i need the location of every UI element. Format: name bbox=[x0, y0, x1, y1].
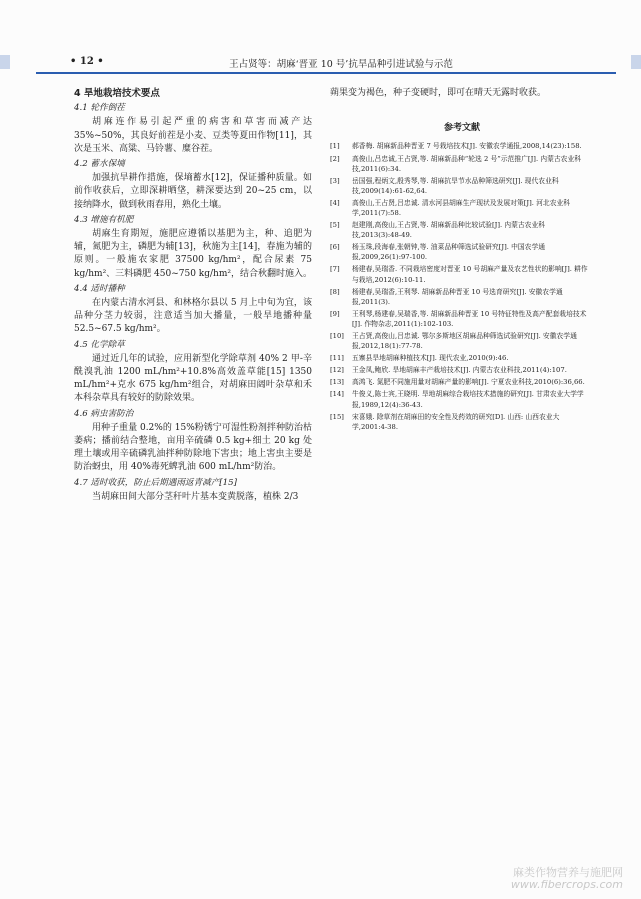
reference-text: 赵建刚,高俊山,王占贤,等. 胡麻新品种比较试验[J]. 内蒙古农业科技,2013(3):48-49. bbox=[352, 221, 546, 240]
page-number: • 12 • bbox=[70, 56, 104, 67]
reference-text: 宋喜娥. 除草剂在胡麻田的安全性及药效的研究[D]. 山西: 山西农业大学,2001:4-38. bbox=[352, 412, 560, 431]
reference-item bbox=[330, 389, 594, 409]
header-decoration-right bbox=[631, 55, 641, 69]
watermark-url: www.fibercrops.com bbox=[510, 878, 623, 891]
right-column bbox=[330, 87, 594, 434]
reference-number: [14] bbox=[330, 390, 344, 399]
reference-item bbox=[330, 176, 594, 196]
paragraph: 胡麻连作易引起严重的病害和草害而减产达 35%~50%，其良好前茬是小麦、豆类等夏田作物[11]，其次是玉米、高粱、马铃薯、糜谷茬。 bbox=[74, 117, 312, 154]
watermark-site-name: 麻类作物营养与施肥网 bbox=[513, 866, 623, 879]
left-column bbox=[74, 87, 312, 504]
reference-item bbox=[330, 154, 594, 174]
reference-text: 岳国强,程炳文,殷秀琴,等. 胡麻抗旱节水品种筛选研究[J]. 现代农业科技,2009(14):61-62,64. bbox=[352, 176, 559, 195]
subsection-title: 4.1 轮作倒茬 bbox=[74, 103, 125, 114]
reference-number: [4] bbox=[330, 198, 340, 207]
paragraph: 通过近几年的试验，应用新型化学除草剂 40% 2 甲-辛酰溴乳油 1200 mL/hm²+10.8%高效盖草能[15] 1350 mL/hm²+克水 675 kg/hm²组合，对胡麻田阔叶杂草和禾本科杂草具有较好的防除效果。 bbox=[74, 353, 312, 404]
reference-text: 王占贤,高俊山,吕忠诚. 鄂尔多斯地区胡麻品种筛选试验研究[J]. 安徽农学通报,2012,18(1):77-78. bbox=[352, 332, 577, 351]
references-title: 参考文献 bbox=[443, 123, 480, 134]
reference-item bbox=[330, 287, 594, 307]
reference-text: 杨玉珠,段海春,张朝钟,等. 油菜品种筛选试验研究[J]. 中国农学通报,2009,26(1):97-100. bbox=[352, 243, 546, 262]
section-title: 4 旱地栽培技术要点 bbox=[74, 88, 160, 99]
subsection-title: 4.6 病虫害防治 bbox=[74, 408, 134, 419]
subsection-title: 4.2 蓄水保墒 bbox=[74, 159, 125, 170]
reference-number: [2] bbox=[330, 154, 340, 163]
reference-item bbox=[330, 377, 594, 387]
reference-text: 高鸿飞. 氮肥不同施用量对胡麻产量的影响[J]. 宁夏农业科技,2010(6):36,66. bbox=[352, 378, 585, 387]
reference-item bbox=[330, 242, 594, 262]
reference-number: [1] bbox=[330, 142, 340, 151]
reference-text: 高俊山,王占贤,吕忠诚. 清水河县胡麻生产现状及发展对策[J]. 河北农业科学,2011(7):58. bbox=[352, 198, 571, 217]
reference-text: 五寨县旱地胡麻种植技术[J]. 现代农业,2010(9):46. bbox=[352, 354, 509, 363]
paragraph: 在内蒙古清水河县、和林格尔县以 5 月上中旬为宜，该品种分茎力较弱，注意适当加大播量，一般旱地播种量 52.5~67.5 kg/hm²。 bbox=[74, 298, 312, 335]
reference-item bbox=[330, 353, 594, 363]
reference-item bbox=[330, 412, 594, 432]
reference-text: 王利琴,杨建春,吴瑞香,等. 胡麻新品种晋亚 10 号特征特性及高产配套栽培技术[J]. 作物杂志,2011(1):102-103. bbox=[352, 309, 587, 328]
reference-item bbox=[330, 264, 594, 284]
paragraph: 加强抗旱耕作措施，保墒蓄水[12]，保证播种质量。如前作收获后，立即深耕晒垡，耕深要达到 20~25 cm，以接纳降水，做到秋雨春用，熟化土壤。 bbox=[74, 173, 312, 210]
reference-item bbox=[330, 141, 594, 151]
subsection-title: 4.5 化学除草 bbox=[74, 339, 125, 350]
reference-number: [12] bbox=[330, 366, 344, 375]
reference-number: [13] bbox=[330, 378, 344, 387]
reference-number: [11] bbox=[330, 354, 344, 363]
reference-number: [8] bbox=[330, 287, 340, 296]
reference-text: 高俊山,吕忠诚,王占贤,等. 胡麻新品种“轮选 2 号”示范推广[J]. 内蒙古农业科技,2011(6):34. bbox=[352, 154, 582, 173]
paragraph: 用种子重量 0.2%的 15%粉锈宁可湿性粉剂拌种防治枯萎病；播前结合整地，亩用辛硫磷 0.5 kg+细土 20 kg 处理土壤或用辛硫磷乳油拌种防除地下害虫；地上害虫主要是防治蚜虫，用 40%毒死蜱乳油 600 mL/hm²防治。 bbox=[74, 422, 312, 473]
reference-number: [5] bbox=[330, 221, 340, 230]
header-decoration-left bbox=[0, 55, 10, 69]
reference-text: 郝香梅. 胡麻新品种晋亚 7 号栽培技术[J]. 安徽农学通报,2008,14(23):158. bbox=[352, 142, 582, 151]
paragraph: 胡麻生育期短，施肥应遵循以基肥为主，种、追肥为辅，氮肥为主，磷肥为辅[13]，秋施为主[14]，春施为辅的原则。一般施农家肥 37500 kg/hm²，配合尿素 75 kg/hm²、三料磷肥 450~750 kg/hm²，结合秋翻时施入。 bbox=[74, 229, 312, 279]
subsection-title: 4.3 增施有机肥 bbox=[74, 214, 134, 225]
page-header bbox=[36, 54, 616, 74]
reference-item bbox=[330, 331, 594, 351]
reference-number: [10] bbox=[330, 332, 344, 340]
paragraph-continuation: 蒴果变为褐色，种子变硬时，即可在晴天无露时收获。 bbox=[330, 88, 547, 98]
reference-text: 杨建春,吴瑞香. 不同栽培密度对晋亚 10 号胡麻产量及农艺性状的影响[J]. 耕作与栽培,2012(6):10-11. bbox=[352, 265, 588, 284]
subsection-title: 4.4 适时播种 bbox=[74, 283, 125, 294]
reference-text: 杨建春,吴瑞香,王利琴. 胡麻新品种晋亚 10 号选育研究[J]. 安徽农学通报,2011(3). bbox=[352, 287, 563, 306]
reference-text: 牛俊义,陈士宾,王晓明. 旱地胡麻综合栽培技术措施的研究[J]. 甘肃农业大学学报,1989,12(4):36-43. bbox=[352, 390, 584, 409]
subsection-title: 4.7 适时收获，防止后期遇雨返青减产[15] bbox=[74, 477, 237, 488]
reference-number: [15] bbox=[330, 412, 344, 421]
reference-item bbox=[330, 309, 594, 329]
running-title: 王占贤等：胡麻‘晋亚 10 号’抗旱品种引进试验与示范 bbox=[229, 59, 453, 70]
reference-item bbox=[330, 220, 594, 240]
reference-item bbox=[330, 365, 594, 375]
reference-list bbox=[330, 141, 594, 431]
paragraph: 当胡麻田间大部分茎秆叶片基本变黄脱落，植株 2/3 bbox=[92, 491, 299, 502]
reference-text: 王金凤,鲍欣. 旱地胡麻丰产栽培技术[J]. 内蒙古农业科技,2011(4):107. bbox=[352, 366, 567, 375]
reference-number: [3] bbox=[330, 176, 340, 185]
reference-item bbox=[330, 198, 594, 218]
reference-number: [9] bbox=[330, 309, 340, 318]
reference-number: [7] bbox=[330, 265, 340, 274]
reference-number: [6] bbox=[330, 243, 340, 252]
